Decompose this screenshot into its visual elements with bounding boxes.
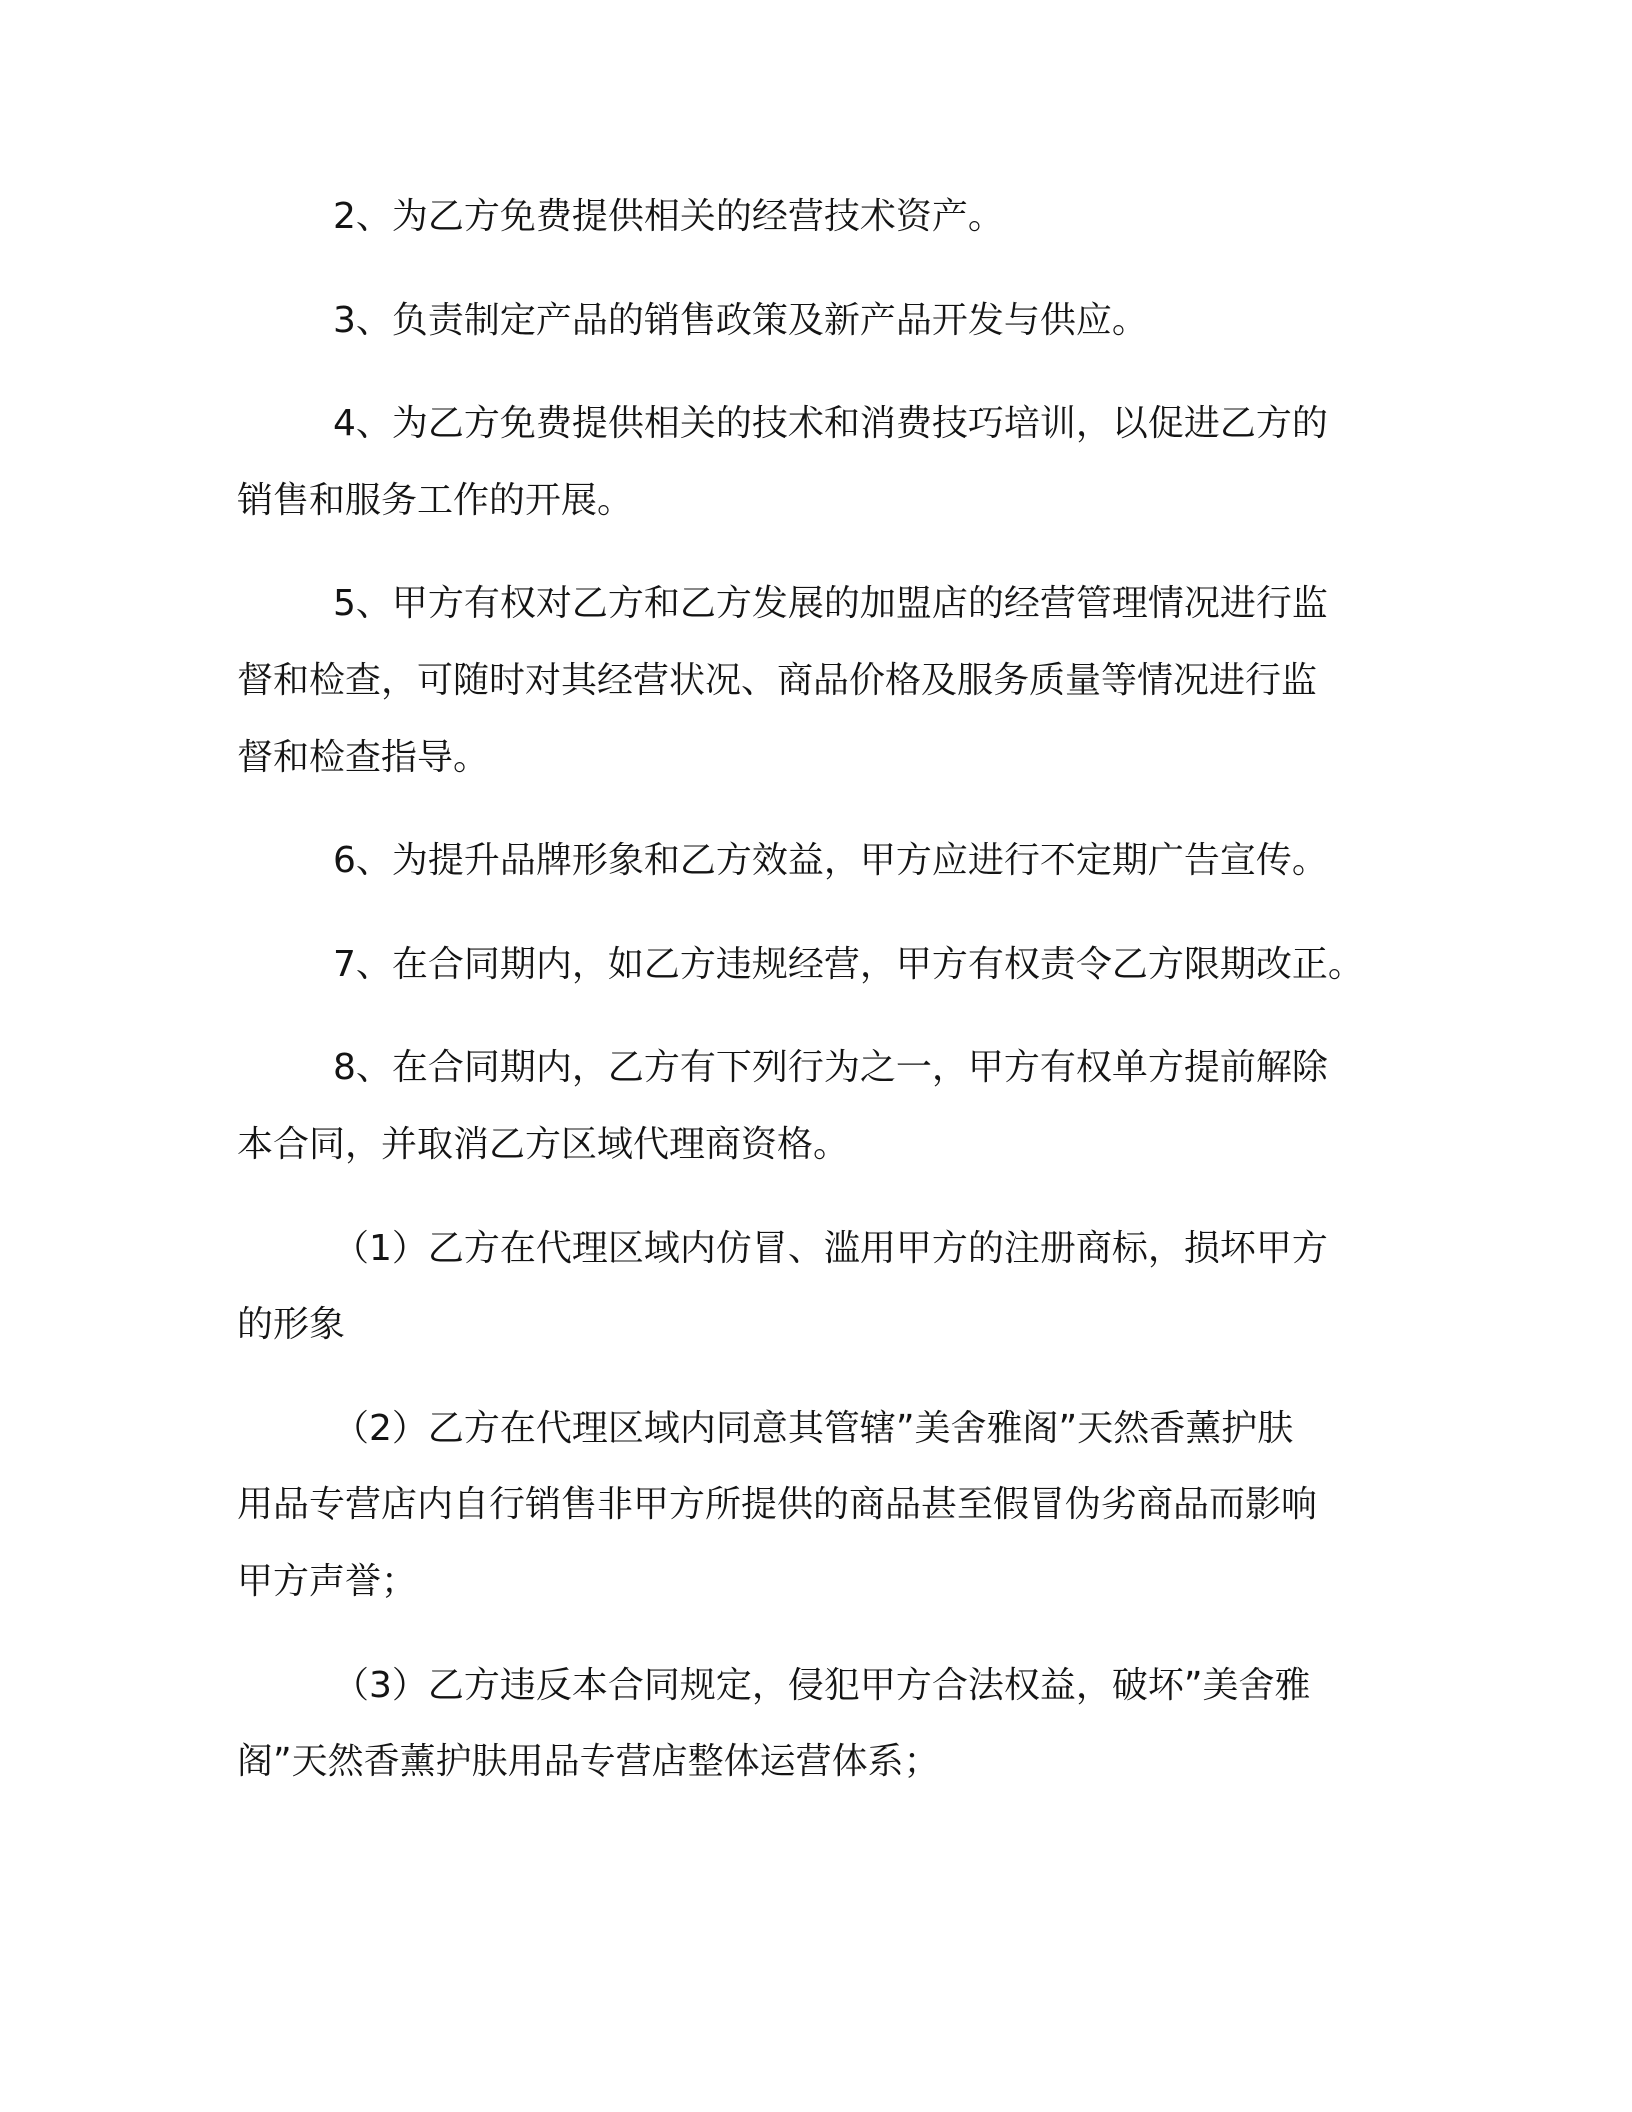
sub-item-3 [237,1648,1487,1801]
text-line: 8、在合同期内，乙方有下列行为之一，甲方有权单方提前解除 [333,1047,1328,1089]
paragraph-item-7 [237,927,1487,1004]
text-line: 5、甲方有权对乙方和乙方发展的加盟店的经营管理情况进行监 [333,583,1328,625]
text-line: 6、为提升品牌形象和乙方效益，甲方应进行不定期广告宣传。 [333,840,1328,882]
paragraph-item-5 [237,566,1487,796]
paragraph-item-4 [237,386,1487,539]
text-line: 本合同，并取消乙方区域代理商资格。 [237,1123,850,1165]
text-line: 销售和服务工作的开展。 [237,479,634,521]
text-line: 甲方声誉； [237,1560,418,1602]
text-line: （2）乙方在代理区域内同意其管辖”美舍雅阁”天然香薰护肤 [333,1407,1294,1449]
paragraph-item-2 [237,179,1487,256]
paragraph-item-8 [237,1030,1487,1183]
sub-item-1 [237,1211,1487,1364]
text-line: 督和检查，可随时对其经营状况、商品价格及服务质量等情况进行监 [237,659,1318,701]
text-line: 用品专营店内自行销售非甲方所提供的商品甚至假冒伪劣商品而影响 [237,1484,1318,1526]
text-line: 督和检查指导。 [237,736,490,778]
text-line: 4、为乙方免费提供相关的技术和消费技巧培训，以促进乙方的 [333,403,1328,445]
text-line: 2、为乙方免费提供相关的经营技术资产。 [333,196,1004,237]
document-body [237,179,1487,1828]
paragraph-item-6 [237,823,1487,900]
text-line: （1）乙方在代理区域内仿冒、滥用甲方的注册商标，损坏甲方 [333,1227,1328,1269]
text-line: 7、在合同期内，如乙方违规经营，甲方有权责令乙方限期改正。 [333,943,1364,985]
text-line: 的形象 [237,1304,346,1346]
sub-item-2 [237,1391,1487,1621]
paragraph-item-3 [237,283,1487,360]
text-line: 3、负责制定产品的销售政策及新产品开发与供应。 [333,299,1148,341]
text-line: 阁”天然香薰护肤用品专营店整体运营体系； [237,1741,940,1783]
text-line: （3）乙方违反本合同规定，侵犯甲方合法权益，破坏”美舍雅 [333,1664,1311,1706]
